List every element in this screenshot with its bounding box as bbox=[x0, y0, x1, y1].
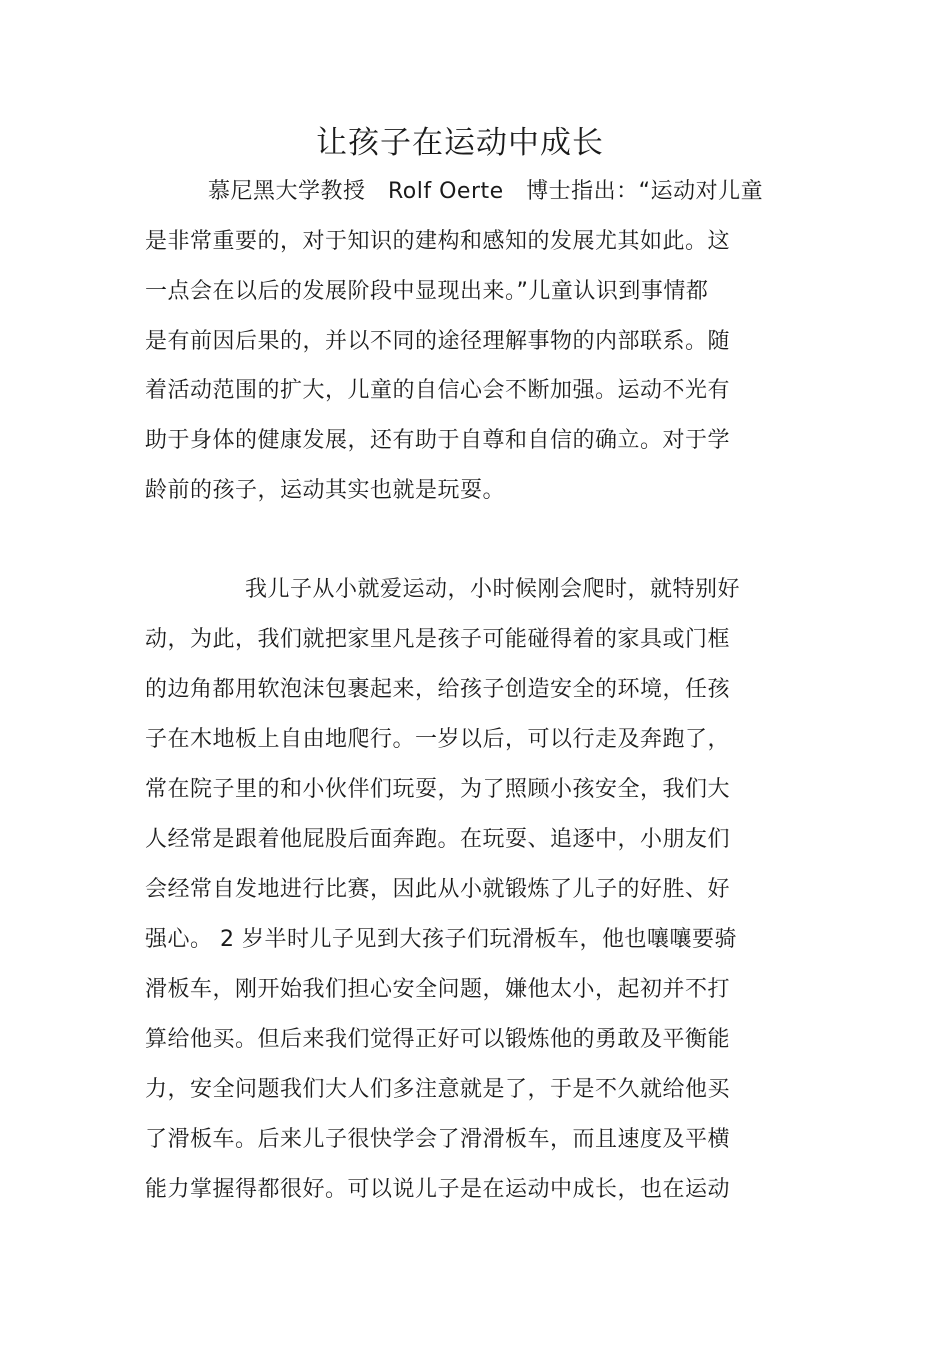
paragraph-2-line-1: 我儿子从小就爱运动，小时候刚会爬时，就特别好 bbox=[245, 577, 741, 602]
paragraph-1-line-2: 是非常重要的，对于知识的建构和感知的发展尤其如此。这 bbox=[145, 229, 731, 254]
paragraph-1-line-5: 着活动范围的扩大，儿童的自信心会不断加强。运动不光有 bbox=[145, 378, 731, 403]
paragraph-1-line-3: 一点会在以后的发展阶段中显现出来。”儿童认识到事情都 bbox=[145, 279, 709, 304]
paragraph-1-line-1: 慕尼黑大学教授 Rolf Oerte 博士指出：“运动对儿童 bbox=[208, 179, 764, 204]
paragraph-2-line-3: 的边角都用软泡沫包裹起来，给孩子创造安全的环境，任孩 bbox=[145, 677, 731, 702]
paragraph-1-line-7: 龄前的孩子，运动其实也就是玩耍。 bbox=[145, 478, 506, 503]
paragraph-1-line-4: 是有前因后果的，并以不同的途径理解事物的内部联系。随 bbox=[145, 329, 731, 354]
paragraph-2-line-6: 人经常是跟着他屁股后面奔跑。在玩耍、追逐中，小朋友们 bbox=[145, 827, 731, 852]
paragraph-2-line-10: 算给他买。但后来我们觉得正好可以锻炼他的勇敢及平衡能 bbox=[145, 1027, 731, 1052]
paragraph-2-line-11: 力，安全问题我们大人们多注意就是了，于是不久就给他买 bbox=[145, 1077, 731, 1102]
document-title: 让孩子在运动中成长 bbox=[316, 125, 604, 161]
paragraph-2-line-5: 常在院子里的和小伙伴们玩耍，为了照顾小孩安全，我们大 bbox=[145, 777, 731, 802]
paragraph-2-line-2: 动，为此，我们就把家里凡是孩子可能碰得着的家具或门框 bbox=[145, 627, 731, 652]
paragraph-2-line-7: 会经常自发地进行比赛，因此从小就锻炼了儿子的好胜、好 bbox=[145, 877, 731, 902]
paragraph-2-line-12: 了滑板车。后来儿子很快学会了滑滑板车，而且速度及平横 bbox=[145, 1127, 731, 1152]
paragraph-2-line-4: 子在木地板上自由地爬行。一岁以后，可以行走及奔跑了， bbox=[145, 727, 731, 752]
paragraph-2-line-13: 能力掌握得都很好。可以说儿子是在运动中成长，也在运动 bbox=[145, 1177, 731, 1202]
paragraph-2-line-9: 滑板车，刚开始我们担心安全问题，嫌他太小，起初并不打 bbox=[145, 977, 731, 1002]
paragraph-1-line-6: 助于身体的健康发展，还有助于自尊和自信的确立。对于学 bbox=[145, 428, 731, 453]
paragraph-2-line-8: 强心。 2 岁半时儿子见到大孩子们玩滑板车，他也嚷嚷要骑 bbox=[145, 927, 737, 952]
